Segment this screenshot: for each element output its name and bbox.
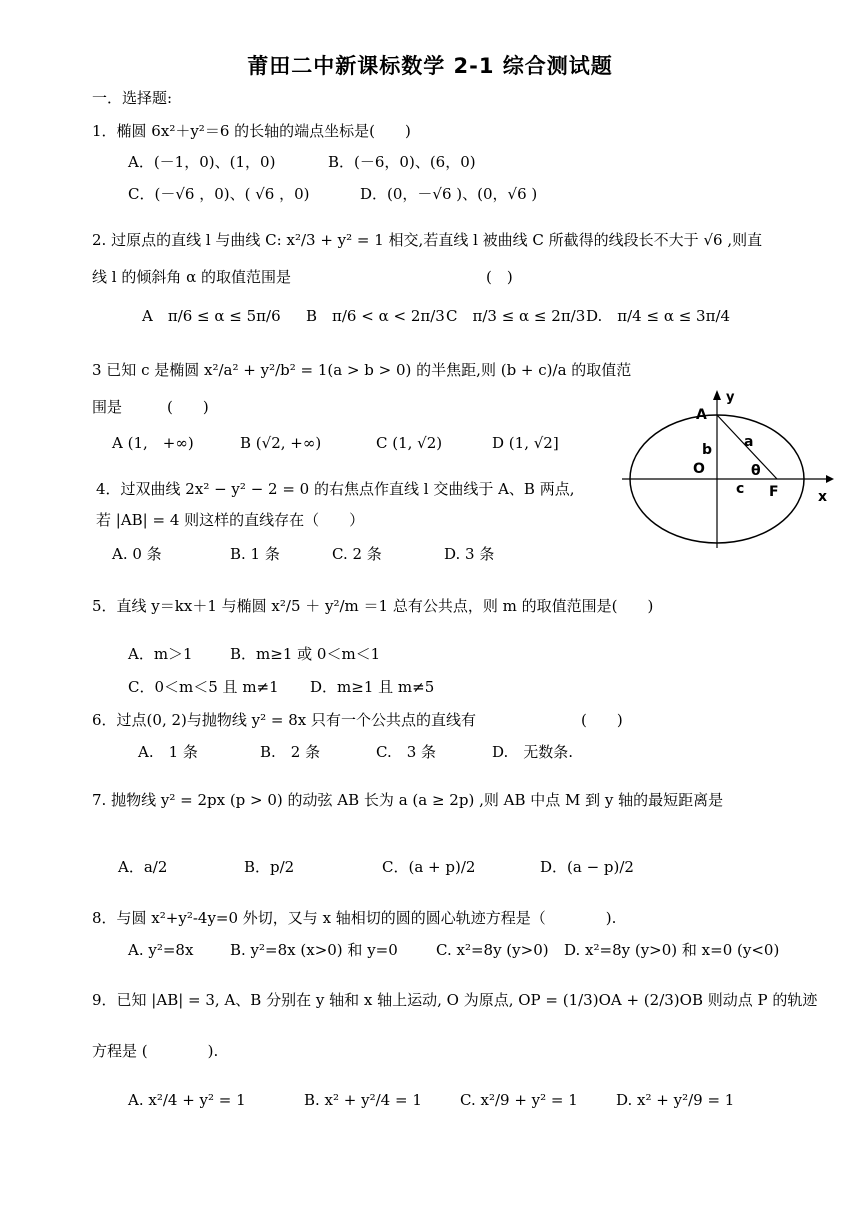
q1-option-d: D．(0，－√6 )、(0，√6 ) [360, 185, 538, 203]
q5-option-b: B．m≥1 或 0＜m＜1 [230, 645, 381, 663]
label-b: b [702, 442, 713, 458]
question-9-options [128, 1090, 734, 1110]
q4-option-d: D. 3 条 [444, 545, 495, 563]
question-7-options [118, 857, 634, 877]
q6-option-c: C. 3 条 [376, 743, 437, 761]
q7-option-a: A．a/2 [118, 858, 168, 876]
page-title: 莆田二中新课标数学 2-1 综合测试题 [247, 54, 613, 78]
question-4-options [112, 544, 494, 564]
label-f: F [769, 484, 779, 500]
question-3-stem: 3 已知 c 是椭圆 x²/a² + y²/b² = 1(a > b > 0) 的半焦距,则 (b + c)/a 的取值范 [92, 361, 632, 379]
label-x: x [818, 489, 828, 505]
ellipse-figure [622, 388, 834, 550]
q9-option-c: C. x²/9 + y² = 1 [460, 1091, 578, 1109]
q4-option-b: B. 1 条 [230, 545, 280, 563]
q4-option-a: A. 0 条 [112, 545, 162, 563]
question-9-stem: 9．已知 |AB| = 3, A、B 分别在 y 轴和 x 轴上运动, O 为原点, OP = (1/3)OA + (2/3)OB 则动点 P 的轨迹 [92, 991, 818, 1009]
q8-option-d: D. x²=8y (y>0) 和 x=0 (y<0) [564, 941, 780, 959]
question-5-options-row1 [128, 644, 380, 664]
y-axis-arrow [713, 390, 721, 400]
q6-option-b: B. 2 条 [260, 743, 321, 761]
question-6-stem: 6．过点(0, 2)与抛物线 y² = 8x 只有一个公共点的直线有 ( ) [92, 711, 623, 729]
section-heading: 一．选择题: [92, 89, 173, 107]
q7-option-c: C．(a + p)/2 [382, 858, 476, 876]
q8-option-b: B. y²=8x (x>0) 和 y=0 [230, 941, 398, 959]
question-4-stem-cont: 若 |AB| = 4 则这样的直线存在（ ） [96, 511, 365, 529]
q3-option-a: A (1, +∞) [112, 434, 194, 452]
q2-option-d: D. π/4 ≤ α ≤ 3π/4 [586, 307, 731, 325]
question-1-options-row2 [128, 184, 537, 204]
question-8-stem: 8．与圆 x²+y²-4y=0 外切，又与 x 轴相切的圆的圆心轨迹方程是（ ). [92, 909, 617, 927]
q2-option-c: C π/3 ≤ α ≤ 2π/3 [446, 307, 586, 325]
q8-option-a: A. y²=8x [128, 941, 194, 959]
question-2-stem: 2. 过原点的直线 l 与曲线 C: x²/3 + y² = 1 相交,若直线 l 被曲线 C 所截得的线段长不大于 √6 ,则直 [92, 231, 763, 249]
q9-option-a: A. x²/4 + y² = 1 [128, 1091, 246, 1109]
q5-option-d: D．m≥1 且 m≠5 [310, 678, 435, 696]
q9-option-d: D. x² + y²/9 = 1 [616, 1091, 735, 1109]
q1-option-b: B．(－6，0)、(6，0) [328, 153, 476, 171]
q3-option-b: B (√2, +∞) [240, 434, 322, 452]
question-7-stem: 7. 抛物线 y² = 2px (p > 0) 的动弦 AB 长为 a (a ≥ 2p) ,则 AB 中点 M 到 y 轴的最短距离是 [92, 791, 724, 809]
label-y: y [726, 390, 735, 405]
q5-option-c: C．0＜m＜5 且 m≠1 [128, 678, 279, 696]
question-6-options [138, 742, 573, 762]
label-c: c [736, 481, 745, 497]
q5-option-a: A．m＞1 [128, 645, 193, 663]
question-5-stem: 5．直线 y＝kx＋1 与椭圆 x²/5 ＋ y²/m ＝1 总有公共点，则 m 的取值范围是( ) [92, 597, 654, 615]
question-3-options [112, 433, 559, 453]
q8-option-c: C. x²=8y (y>0) [436, 941, 549, 959]
question-9-stem-cont: 方程是 ( ). [92, 1042, 219, 1060]
question-1-stem: 1．椭圆 6x²＋y²＝6 的长轴的端点坐标是( ) [92, 122, 411, 140]
q6-option-a: A. 1 条 [138, 743, 198, 761]
q6-option-d: D. 无数条. [492, 743, 574, 761]
question-8-options [128, 940, 779, 960]
q2-option-b: B π/6 < α < 2π/3 [306, 307, 445, 325]
q2-option-a: A π/6 ≤ α ≤ 5π/6 [142, 307, 281, 325]
q1-option-c: C．(－√6 ，0)、( √6 ，0) [128, 185, 310, 203]
x-axis-arrow [826, 475, 834, 483]
label-a-length: a [744, 434, 754, 450]
question-2-stem-cont: 线 l 的倾斜角 α 的取值范围是 ( ) [92, 268, 513, 286]
label-theta: θ [751, 463, 761, 479]
question-5-options-row2 [128, 677, 434, 697]
question-4-stem: 4．过双曲线 2x² − y² − 2 = 0 的右焦点作直线 l 交曲线于 A、B 两点, [96, 480, 575, 498]
q3-option-c: C (1, √2) [376, 434, 443, 452]
label-o: O [693, 461, 705, 477]
q1-option-a: A．(－1，0)、(1，0) [128, 153, 276, 171]
q7-option-d: D．(a − p)/2 [540, 858, 634, 876]
q4-option-c: C. 2 条 [332, 545, 382, 563]
label-a-point: A [696, 407, 707, 423]
q7-option-b: B．p/2 [244, 858, 295, 876]
q9-option-b: B. x² + y²/4 = 1 [304, 1091, 422, 1109]
question-1-options-row1 [128, 152, 476, 172]
question-2-options [142, 306, 730, 326]
q3-option-d: D (1, √2] [492, 434, 559, 452]
question-3-stem-cont: 围是 ( ) [92, 398, 209, 416]
